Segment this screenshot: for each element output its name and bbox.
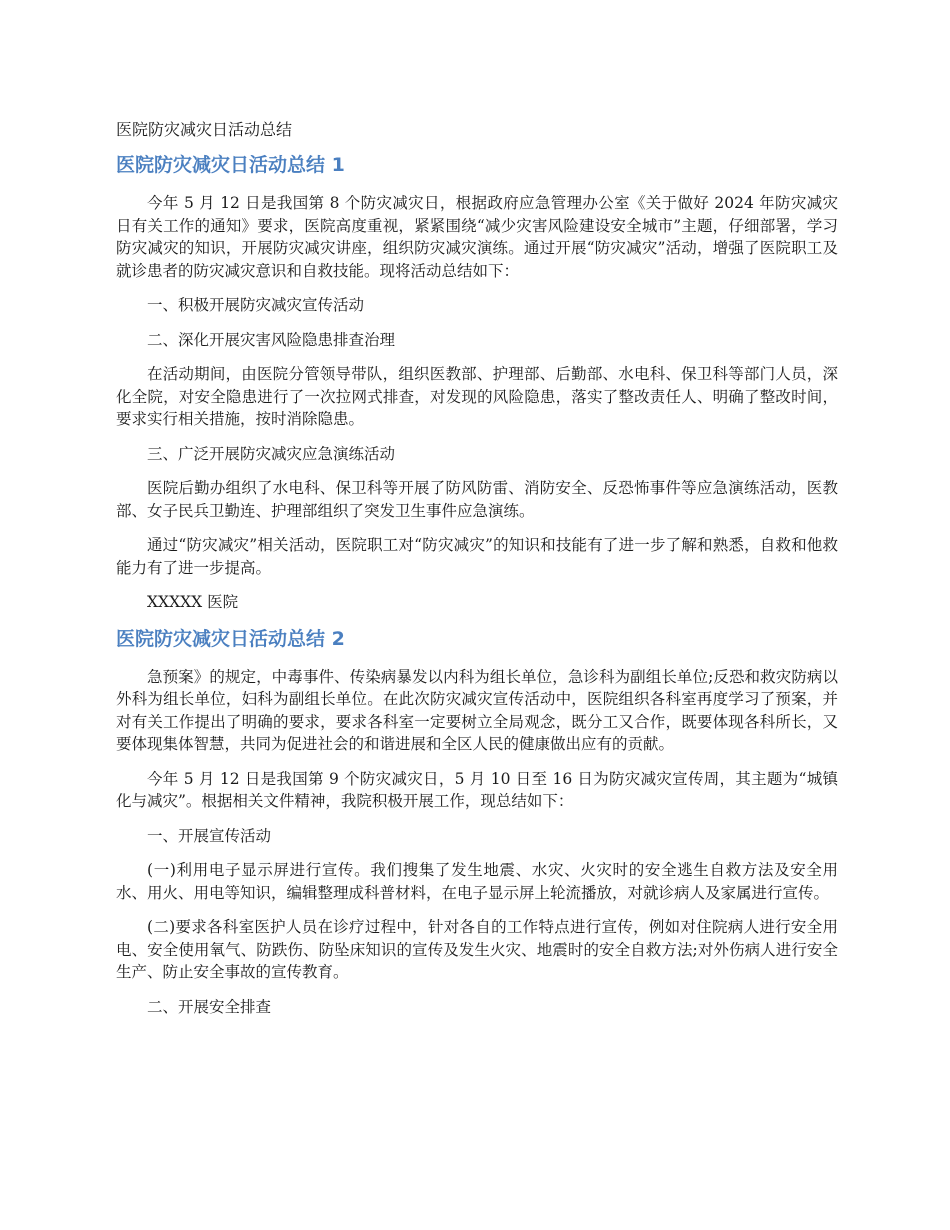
paragraph: 二、深化开展灾害风险隐患排查治理	[147, 330, 396, 349]
document-page	[116, 118, 838, 1030]
paragraph: 医院后勤办组织了水电科、保卫科等开展了防风防雷、消防安全、反恐怖事件等应急演练活动，医教部、女子民兵卫勤连、护理部组织了突发卫生事件应急演练。	[116, 479, 838, 520]
signature-line: XXXXX 医院	[147, 593, 239, 611]
paragraph: 在活动期间，由医院分管领导带队，组织医教部、护理部、后勤部、水电科、保卫科等部门人员，深化全院，对安全隐患进行了一次拉网式排查，对发现的风险隐患，落实了整改责任人、明确了整改时间，要求实行相关措施，按时消除隐患。	[116, 365, 838, 428]
paragraph: 急预案》的规定，中毒事件、传染病暴发以内科为组长单位，急诊科为副组长单位;反恐和救灾防病以外科为组长单位，妇科为副组长单位。在此次防灾减灾宣传活动中，医院组织各科室再度学习了预案，并对有关工作提出了明确的要求，要求各科室一定要树立全局观念，既分工又合作，既要体现各科所长，又要体现集体智慧，共同为促进社会的和谐进展和全区人民的健康做出应有的贡献。	[116, 667, 838, 753]
paragraph: 三、广泛开展防灾减灾应急演练活动	[147, 444, 396, 463]
section-heading: 医院防灾减灾日活动总结 1	[116, 154, 345, 176]
paragraph: 二、开展安全排查	[147, 997, 272, 1016]
section-1	[116, 152, 838, 614]
document-title: 医院防灾减灾日活动总结	[116, 120, 293, 139]
paragraph: 一、开展宣传活动	[147, 826, 272, 845]
paragraph: 一、积极开展防灾减灾宣传活动	[147, 296, 365, 314]
section-2	[116, 626, 838, 1019]
paragraph: (二)要求各科室医护人员在诊疗过程中，针对各自的工作特点进行宣传，例如对住院病人进行安全用电、安全使用氧气、防跌伤、防坠床知识的宣传及发生火灾、地震时的安全自救方法;对外伤病人进行安全生产、防止安全事故的宣传教育。	[116, 918, 838, 981]
section-heading: 医院防灾减灾日活动总结 2	[116, 627, 345, 650]
paragraph: 今年 5 月 12 日是我国第 9 个防灾减灾日，5 月 10 日至 16 日为防灾减灾宣传周，其主题为“城镇化与减灾”。根据相关文件精神，我院积极开展工作，现总结如下：	[116, 769, 838, 810]
paragraph: (一)利用电子显示屏进行宣传。我们搜集了发生地震、水灾、火灾时的安全逃生自救方法及安全用水、用火、用电等知识，编辑整理成科普材料，在电子显示屏上轮流播放，对就诊病人及家属进行宣传。	[116, 861, 838, 902]
paragraph: 通过“防灾减灾”相关活动，医院职工对“防灾减灾”的知识和技能有了进一步了解和熟悉，自救和他救能力有了进一步提高。	[116, 536, 838, 577]
paragraph: 今年 5 月 12 日是我国第 8 个防灾减灾日，根据政府应急管理办公室《关于做好 2024 年防灾减灾日有关工作的通知》要求，医院高度重视，紧紧围绕“减少灾害风险建设安全城市”主题，仔细部署，学习防灾减灾的知识，开展防灾减灾讲座，组织防灾减灾演练。通过开展“防灾减灾”活动，增强了医院职工及就诊患者的防灾减灾意识和自救技能。现将活动总结如下：	[116, 194, 838, 280]
